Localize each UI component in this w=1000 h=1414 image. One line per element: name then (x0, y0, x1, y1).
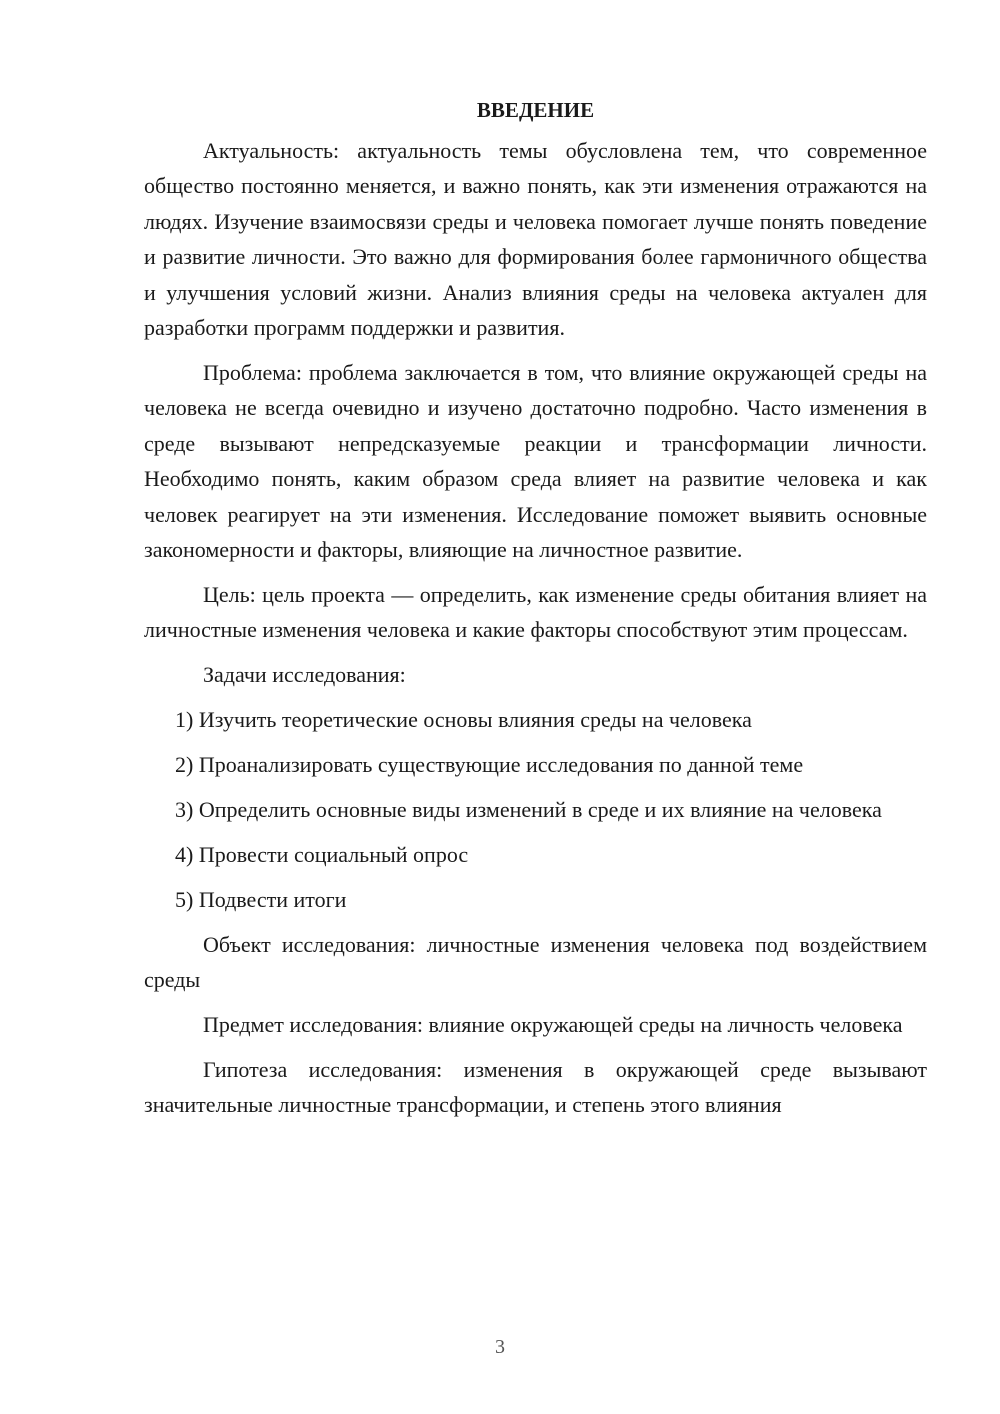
page-content (144, 92, 927, 1132)
page-number: 3 (495, 1336, 505, 1358)
tasks-title: Задачи исследования: (203, 662, 406, 688)
task-item-1: 1) Изучить теоретические основы влияния среды на человека (175, 707, 752, 733)
hypothesis-paragraph: Гипотеза исследования: изменения в окружающей среде вызывают значительные личностные трансформации, и степень этого влияния (144, 1056, 927, 1118)
problem-paragraph: Проблема: проблема заключается в том, что влияние окружающей среды на человека не всегда очевидно и изучено достаточно подробно. Часто изменения в среде вызывают непредсказуемые реакции и трансформации личности. Необходимо понять, каким образом среда влияет на развитие человека и как человек реагирует на эти изменения. Исследование поможет выявить основные закономерности и факторы, влияющие на личностное развитие. (144, 359, 927, 562)
relevance-paragraph: Актуальность: актуальность темы обусловлена тем, что современное общество постоянно меняется, и важно понять, как эти изменения отражаются на людях. Изучение взаимосвязи среды и человека помогает лучше понять поведение и развитие личности. Это важно для формирования более гармоничного общества и улучшения условий жизни. Анализ влияния среды на человека актуален для разработки программ поддержки и развития. (144, 138, 927, 341)
task-item-5: 5) Подвести итоги (175, 886, 347, 912)
subject-paragraph: Предмет исследования: влияние окружающей среды на личность человека (203, 1011, 903, 1037)
goal-paragraph: Цель: цель проекта — определить, как изменение среды обитания влияет на личностные изменения человека и какие факторы способствуют этим процессам. (144, 581, 927, 643)
section-heading: ВВЕДЕНИЕ (476, 98, 595, 122)
object-paragraph: Объект исследования: личностные изменения человека под воздействием среды (144, 931, 927, 993)
task-item-4: 4) Провести социальный опрос (175, 841, 469, 867)
task-item-2: 2) Проанализировать существующие исследования по данной теме (175, 752, 804, 777)
task-item-3: 3) Определить основные виды изменений в среде и их влияние на человека (175, 796, 882, 822)
